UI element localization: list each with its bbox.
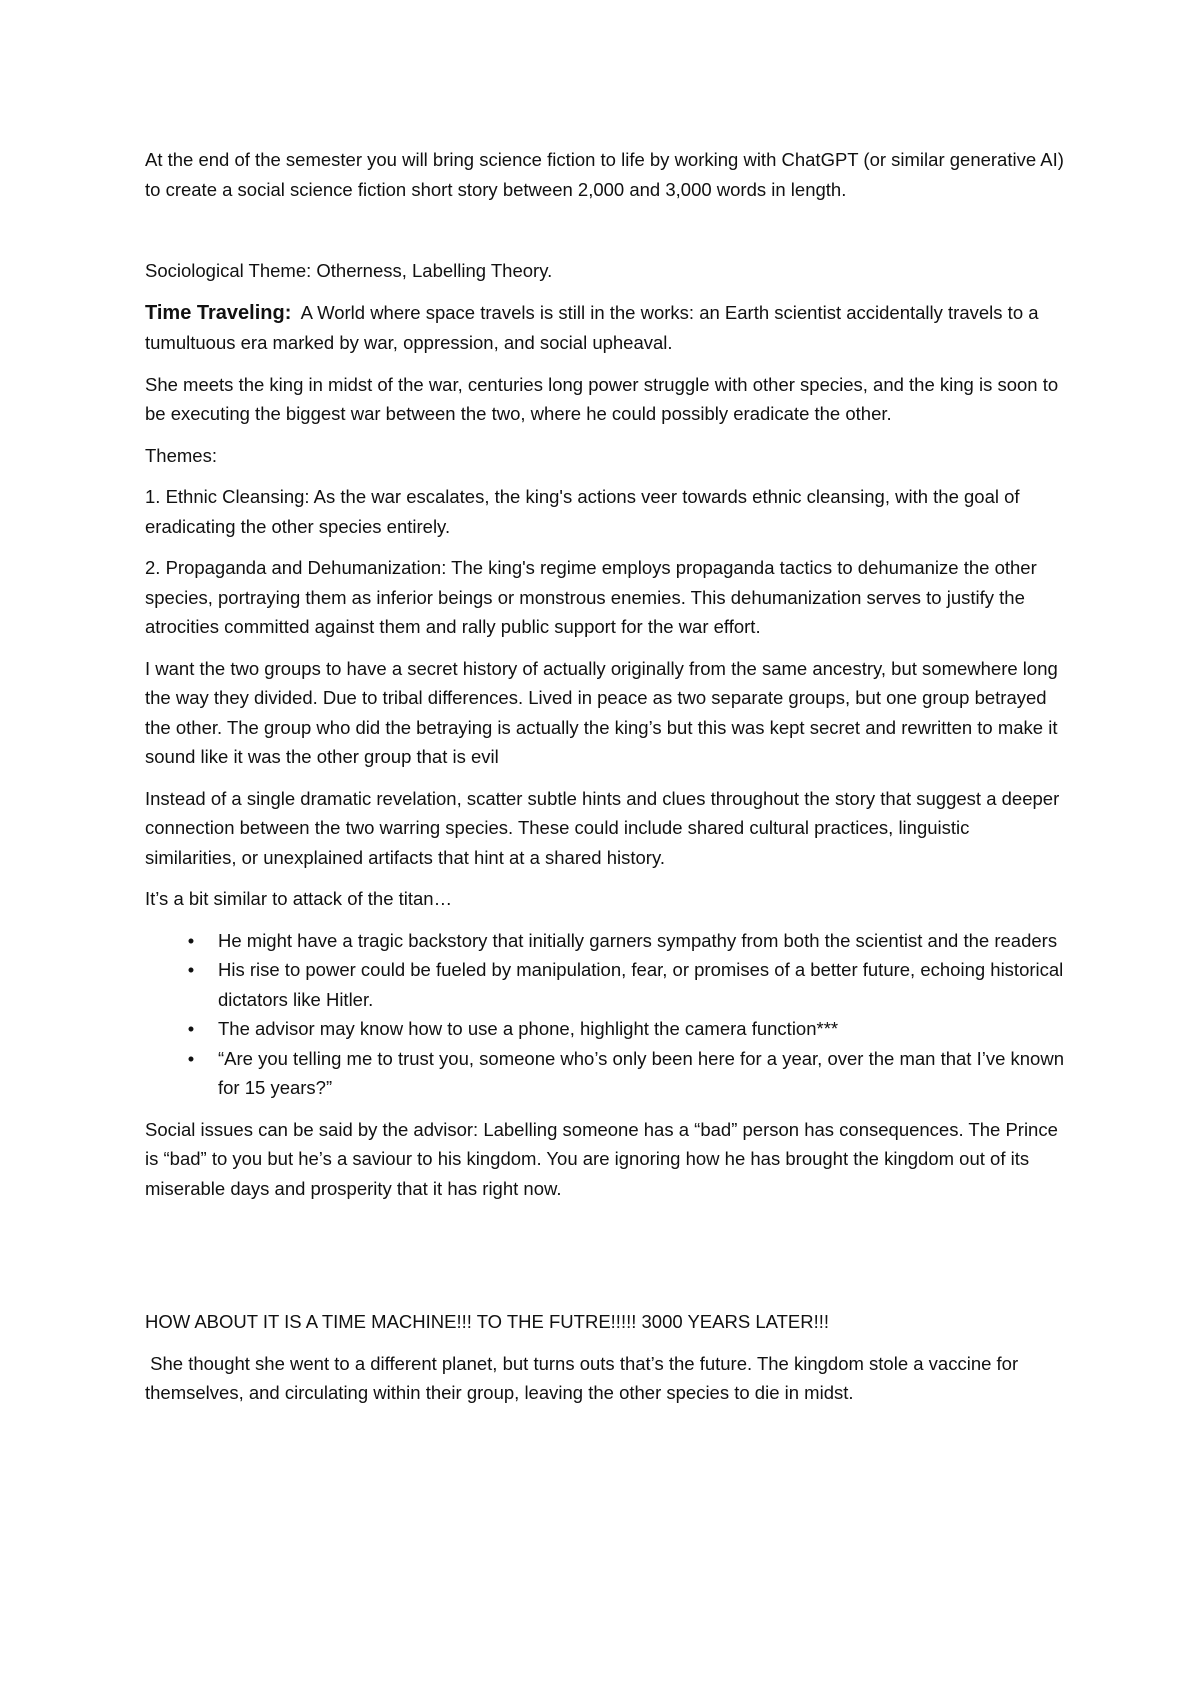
bullet-list	[145, 926, 1065, 1103]
titan-paragraph: It’s a bit similar to attack of the titan…	[145, 888, 453, 909]
time-traveling-heading: Time Traveling:	[145, 301, 292, 324]
bullet-icon: •	[187, 1018, 195, 1039]
list-item-text: “Are you telling me to trust you, someone who’s only been here for a year, over the man that I’ve known for 15 years?”	[218, 1047, 1064, 1098]
theme-ethnic-cleansing: 1. Ethnic Cleansing: As the war escalates, the king's actions veer towards ethnic cleansing, with the goal of eradicating the other species entirely.	[145, 486, 1020, 537]
planet-paragraph: She thought she went to a different planet, but turns outs that’s the future. The kingdom stole a vaccine for themselves, and circulating within their group, leaving the other species to die in midst.	[145, 1352, 1024, 1403]
blank-space	[145, 1215, 1065, 1307]
time-machine-paragraph: HOW ABOUT IT IS A TIME MACHINE!!! TO THE FUTRE!!!!! 3000 YEARS LATER!!!	[145, 1311, 829, 1332]
document-page	[145, 145, 1065, 1420]
bullet-icon: •	[187, 959, 195, 980]
bullet-icon: •	[187, 929, 195, 951]
king-paragraph: She meets the king in midst of the war, centuries long power struggle with other species, and the king is soon to be executing the biggest war between the two, where he could possibly eradicate the other.	[145, 373, 1059, 424]
ancestry-paragraph: I want the two groups to have a secret history of actually originally from the same ancestry, but somewhere long the way they divided. Due to tribal differences. Lived in peace as two separate groups, but one group betrayed the other. The group who did the betraying is actually the king’s but this was kept secret and rewritten to make it sound like it was the other group that is evil	[145, 657, 1058, 767]
bullet-icon: •	[187, 1047, 195, 1069]
list-item-text: His rise to power could be fueled by manipulation, fear, or promises of a better future, echoing historical dictators like Hitler.	[218, 959, 1064, 1010]
list-item	[187, 926, 1065, 956]
list-item	[187, 1044, 1065, 1103]
list-item-text: The advisor may know how to use a phone, highlight the camera function***	[218, 1018, 839, 1039]
list-item	[187, 1014, 1065, 1044]
time-traveling-body: A World where space travels is still in the works: an Earth scientist accidentally travels to a tumultuous era marked by war, oppression, and social upheaval.	[145, 301, 1044, 353]
time-traveling-paragraph	[145, 298, 1065, 358]
intro-paragraph: At the end of the semester you will bring science fiction to life by working with ChatGPT (or similar generative AI) to create a social science fiction short story between 2,000 and 3,000 words in length.	[145, 149, 1064, 200]
advisor-paragraph: Social issues can be said by the advisor: Labelling someone has a “bad” person has consequences. The Prince is “bad” to you but he’s a saviour to his kingdom. You are ignoring how he has brought the kingdom out of its miserable days and prosperity that it has right now.	[145, 1118, 1058, 1199]
theme-propaganda: 2. Propaganda and Dehumanization: The king's regime employs propaganda tactics to dehumanize the other species, portraying them as inferior beings or monstrous enemies. This dehumanization serves to justify the atrocities committed against them and rally public support for the war effort.	[145, 557, 1037, 637]
sociological-theme-paragraph: Sociological Theme: Otherness, Labelling Theory.	[145, 260, 553, 281]
list-item	[187, 955, 1065, 1014]
list-item-text: He might have a tragic backstory that initially garners sympathy from both the scientist and the readers	[218, 929, 1058, 951]
hints-paragraph: Instead of a single dramatic revelation, scatter subtle hints and clues throughout the story that suggest a deeper connection between the two warring species. These could include shared cultural practices, linguistic similarities, or unexplained artifacts that hint at a shared history.	[145, 787, 1060, 868]
themes-label: Themes:	[145, 444, 217, 466]
